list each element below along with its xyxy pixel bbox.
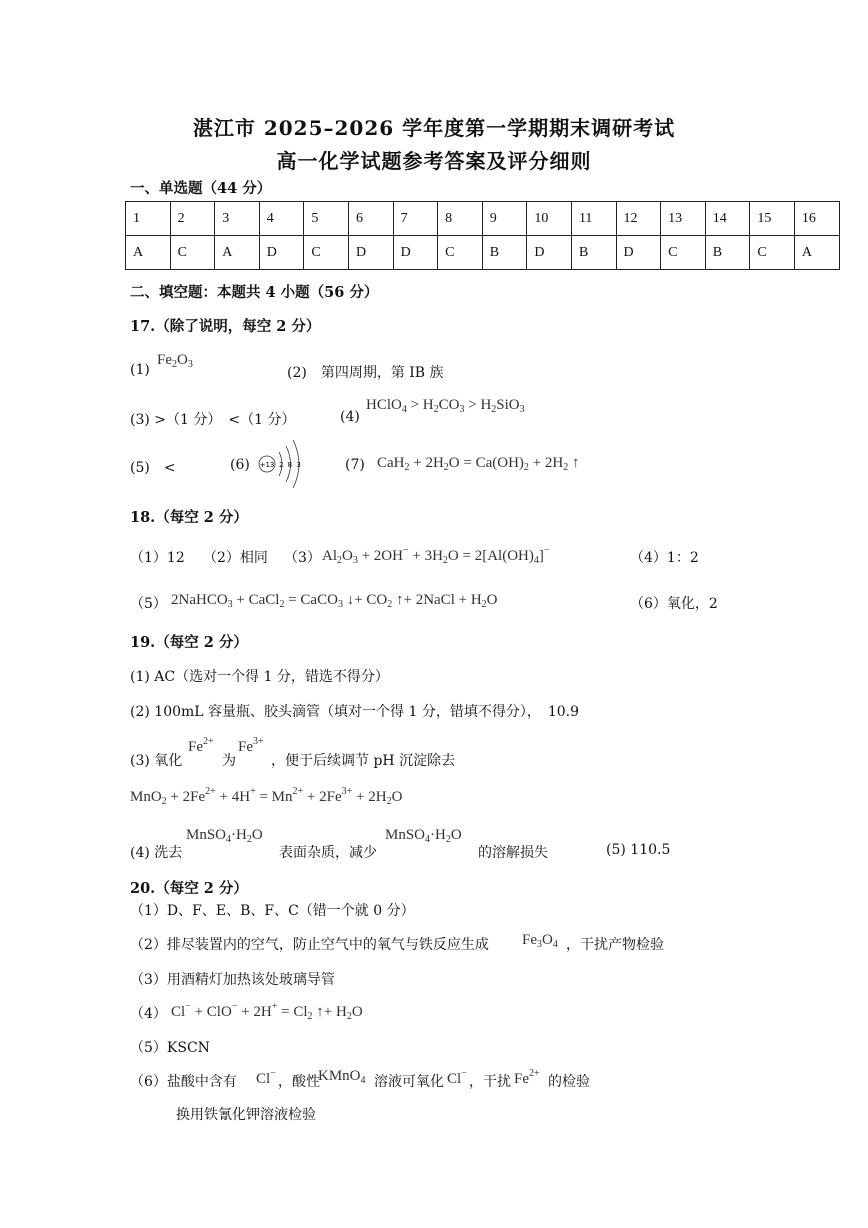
q17-part4-formula: HClO$_4$ > $H_2CO_3 > H_2SiO_3$ (366, 397, 525, 415)
answer-table-number-cell: 10 (527, 202, 572, 236)
q17-part3: (3) >（1 分） <（1 分） (130, 412, 296, 428)
answer-table-number-cell: 3 (215, 202, 260, 236)
answer-table-number-cell: 1 (126, 202, 171, 236)
q17-heading: 17.（除了说明，每空 2 分） (130, 318, 321, 335)
answer-table-answer-cell: C (750, 236, 795, 270)
section2-heading: 二、填空题：本题共 4 小题（56 分） (130, 284, 379, 301)
q20-part4-label: （4） (130, 1006, 167, 1022)
q20-part6-ion-cl: Cl− (256, 1068, 276, 1087)
q20-part6-text-d: ，干扰 (469, 1074, 511, 1090)
q19-part2: (2) 100mL 容量瓶、胶头滴管（填对一个得 1 分，错填不得分）， 10.9 (130, 704, 580, 720)
answer-table-answer-cell: A (215, 236, 260, 270)
atom-shells-label: 2 8 3 (279, 461, 302, 469)
q20-part5: （5）KSCN (130, 1040, 210, 1056)
answer-table-number-cell: 15 (750, 202, 795, 236)
answer-table-number-cell: 9 (482, 202, 527, 236)
q19-part4-formula-2: $MnSO_4\cdot H_2O$ (385, 827, 462, 845)
answer-table-number-cell: 12 (616, 202, 661, 236)
answer-table-answer-cell: C (661, 236, 706, 270)
q19-part3-ion-fe3: $Fe^{3+}$ (238, 736, 264, 755)
answer-table-answer-cell: B (705, 236, 750, 270)
answer-table-number-cell: 11 (571, 202, 616, 236)
q20-part2-text-b: ，干扰产物检验 (566, 937, 664, 953)
q20-part6-text-b: ，酸性 (278, 1074, 320, 1090)
q17-part6-label: (6) (230, 457, 250, 473)
q17-part5: (5) < (130, 460, 176, 476)
q20-part6-kmno4: KMnO$_4$ (318, 1068, 366, 1086)
answer-table-number-row (126, 202, 840, 236)
answer-table-number-cell: 5 (304, 202, 349, 236)
title-line-2: 高一化学试题参考答案及评分细则 (276, 149, 592, 173)
q19-part4-text-c: 的溶解损失 (478, 845, 548, 861)
q17-part1-label: (1) (130, 362, 150, 378)
answer-table-answer-cell: C (170, 236, 215, 270)
answer-table-number-cell: 14 (705, 202, 750, 236)
answer-table-answer-cell: D (259, 236, 304, 270)
answer-table-answer-cell: D (616, 236, 661, 270)
q20-part2-text-a: （2）排尽装置内的空气，防止空气中的氧气与铁反应生成 (130, 937, 489, 953)
answer-table-number-cell: 8 (438, 202, 483, 236)
answer-table-answer-cell: D (393, 236, 438, 270)
answer-table-answer-cell: B (571, 236, 616, 270)
q19-part3-text-b: 为 (222, 753, 236, 769)
q19-part3-text-a: (3) 氧化 (130, 753, 183, 769)
q19-heading: 19.（每空 2 分） (130, 634, 248, 651)
q18-part2: （2）相同 (203, 550, 268, 566)
answer-table-answer-cell: C (304, 236, 349, 270)
atom-nucleus-label: +13 (259, 461, 275, 469)
q17-part4-label: (4) (340, 409, 360, 425)
q20-part6-text-e: 的检验 (548, 1074, 590, 1090)
q18-part3-label: （3） (284, 550, 321, 566)
q20-part6-text-a: （6）盐酸中含有 (130, 1074, 237, 1090)
answer-table-answer-cell: B (482, 236, 527, 270)
q18-part1: （1）12 (130, 550, 185, 566)
answer-table-number-cell: 16 (794, 202, 839, 236)
answer-table-answer-row (126, 236, 840, 270)
section1-heading: 一、单选题（44 分） (130, 180, 272, 197)
answer-table-number-cell: 4 (259, 202, 304, 236)
answer-table (125, 201, 840, 270)
q20-part1: （1）D、F、E、B、F、C（错一个就 0 分） (130, 903, 415, 919)
q19-part1: (1) AC（选对一个得 1 分，错选不得分） (130, 669, 389, 685)
title-line-1: 湛江市 2025–2026 学年度第一学期期末调研考试 (192, 116, 676, 140)
q17-part1-formula: $Fe_2O_3$ (157, 352, 193, 370)
q19-part4-text-b: 表面杂质，减少 (279, 845, 377, 861)
q20-part4-formula: $Cl^- + ClO^- + 2H^+ = Cl_2$ ↑+ $H_2O$ (171, 1001, 363, 1022)
answer-table-answer-cell: C (438, 236, 483, 270)
q20-part6-ion-cl-2: Cl− (447, 1068, 467, 1087)
q18-heading: 18.（每空 2 分） (130, 509, 248, 526)
q20-heading: 20.（每空 2 分） (130, 880, 248, 897)
q19-part4-text-a: (4) 洗去 (130, 845, 183, 861)
answer-table-answer-cell: A (794, 236, 839, 270)
q18-part3-formula: $Al_2O_3 + 2OH^- + 3H_2O = 2[Al(OH)_4]^-$ (322, 545, 550, 566)
q20-part3: （3）用酒精灯加热该处玻璃导管 (130, 972, 335, 988)
q17-part2: (2) 第四周期，第 IB 族 (287, 365, 444, 381)
q18-part4: （4）1：2 (630, 550, 699, 566)
aluminum-atom-structure-icon (255, 434, 305, 494)
answer-table-number-cell: 6 (348, 202, 393, 236)
q18-part6: （6）氧化，2 (630, 596, 718, 612)
answer-table-number-cell: 7 (393, 202, 438, 236)
q20-part2-formula: $Fe_3O_4$ (522, 932, 558, 950)
q18-part5-label: （5） (130, 596, 167, 612)
q19-part3-text-c: ，便于后续调节 pH 沉淀除去 (271, 753, 456, 769)
q17-part7-formula: $CaH_2 + 2H_2O = Ca(OH)_2 + 2H_2$ ↑ (377, 455, 580, 473)
answer-table-answer-cell: D (527, 236, 572, 270)
q17-part7-label: (7) (345, 457, 365, 473)
q20-part6-line2: 换用铁氰化钾溶液检验 (176, 1107, 316, 1123)
answer-table-answer-cell: D (348, 236, 393, 270)
q20-part6-text-c: 溶液可氧化 (374, 1074, 444, 1090)
q18-part5-formula: 2NaHCO$_3$ + CaCl$_2$ = CaCO$_3$ ↓+ $CO_2$ ↑+ 2NaCl + $H_2O$ (171, 592, 498, 610)
q20-part6-ion-fe2: $Fe^{2+}$ (514, 1068, 540, 1087)
answer-table-number-cell: 2 (170, 202, 215, 236)
answer-table-number-cell: 13 (661, 202, 706, 236)
answer-table-answer-cell: A (126, 236, 171, 270)
q19-part3-equation: $MnO_2 + 2Fe^{2+} + 4H^+ = Mn^{2+} + 2Fe^{3+} + 2H_2O$ (130, 786, 403, 807)
q19-part5: (5) 110.5 (606, 842, 671, 858)
q19-part3-ion-fe2: $Fe^{2+}$ (188, 736, 214, 755)
q19-part4-formula-1: $MnSO_4\cdot H_2O$ (186, 827, 263, 845)
